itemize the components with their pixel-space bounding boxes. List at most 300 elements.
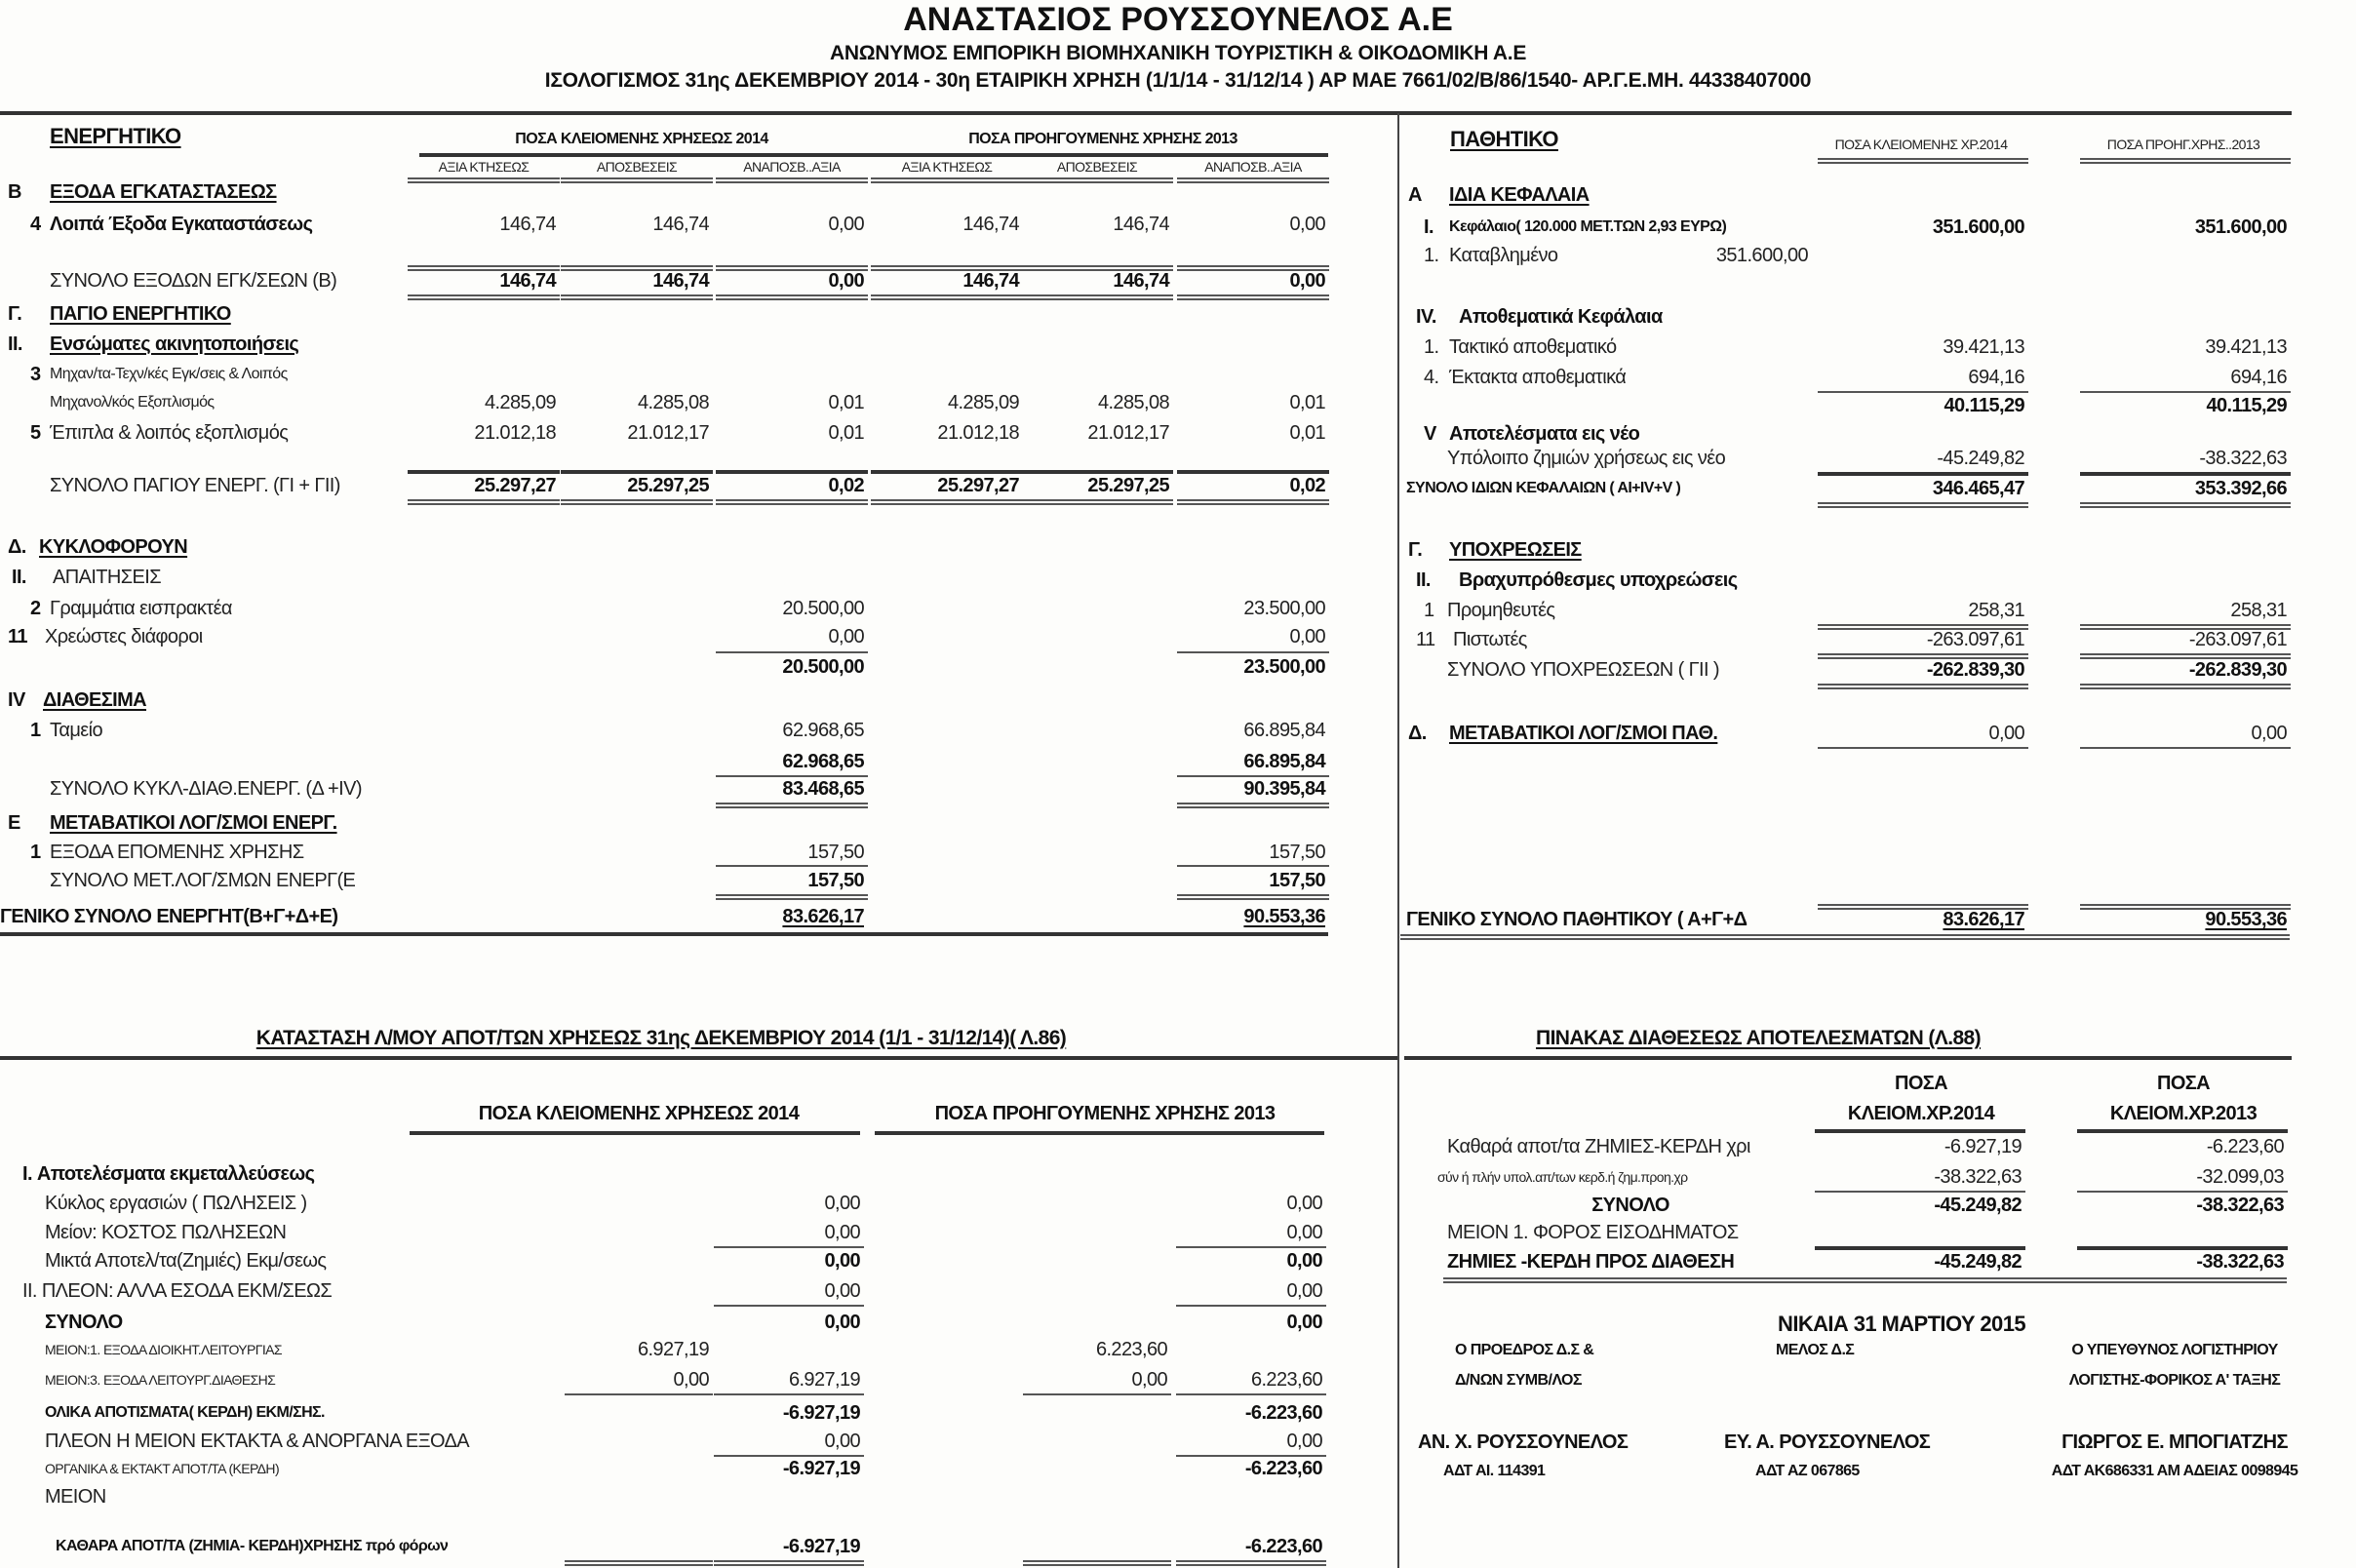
rule-line [714, 1455, 864, 1457]
rule-line [410, 1131, 860, 1135]
company-name: ΑΝΑΣΤΑΣΙΟΣ ΡΟΥΣΣΟΥΝΕΛΟΣ Α.Ε [903, 1, 1453, 38]
value-cell: -262.839,30 [1926, 659, 2024, 681]
value-cell: -6.927,19 [782, 1536, 860, 1557]
row-label: II. ΠΛΕΟΝ: ΑΛΛΑ ΕΣΟΔΑ ΕΚΜ/ΣΕΩΣ [22, 1280, 333, 1302]
double-rule [561, 499, 713, 505]
row-label: ΠΑΓΙΟ ΕΝΕΡΓΗΤΙΚΟ [50, 303, 231, 325]
value-cell: 146,74 [652, 214, 709, 235]
value-cell: -38.322,63 [2196, 1195, 2284, 1216]
signatory-id: ΑΔΤ ΑΚ686331 ΑΜ ΑΔΕΙΑΣ 0098945 [2051, 1463, 2298, 1479]
value-cell: 0,00 [1289, 270, 1325, 292]
value-cell: 20.500,00 [782, 598, 864, 619]
rule-line [1818, 472, 2028, 476]
value-cell: 694,16 [1968, 367, 2024, 388]
value-cell: 146,74 [499, 214, 556, 235]
value-cell: 0,00 [824, 1431, 860, 1452]
double-rule [871, 294, 1023, 300]
row-label: ΓΕΝΙΚΟ ΣΥΝΟΛΟ ΠΑΘΗΤΙΚΟΥ ( Α+Γ+Δ [1406, 909, 1747, 930]
double-rule [716, 499, 868, 505]
row-label: Χρεώστες διάφοροι [45, 626, 203, 647]
rule-line [565, 1393, 713, 1395]
row-label: Μικτά Αποτελ/τα(Ζημιές) Εκμ/σεως [45, 1250, 327, 1272]
double-rule [716, 294, 868, 300]
value-cell: 346.465,47 [1932, 478, 2024, 499]
column-divider [1397, 113, 1399, 1568]
assets-title: ΕΝΕΡΓΗΤΙΚΟ [50, 124, 181, 148]
disposition-column-line2: ΚΛΕΙΟΜ.ΧΡ.2014 [1847, 1103, 1995, 1124]
row-label: ΔΙΑΘΕΣΙΜΑ [43, 689, 146, 711]
row-label: Αποθεματικά Κεφάλαια [1459, 306, 1663, 328]
row-label: Ταμείο [50, 720, 102, 741]
rule-line [1177, 470, 1329, 474]
value-cell: -6.223,60 [2206, 1136, 2284, 1157]
value-cell: -38.322,63 [2196, 1251, 2284, 1273]
row-code: 11 [8, 626, 27, 647]
value-cell: 4.285,09 [947, 392, 1019, 413]
rule-line [0, 1056, 1397, 1060]
row-code: 4 [30, 214, 41, 235]
value-cell: 0,00 [1289, 214, 1325, 235]
value-cell: 157,50 [1269, 842, 1325, 863]
value-cell: 39.421,13 [1943, 336, 2024, 358]
row-label: Μηχανολ/κός Εξοπλισμός [50, 394, 215, 411]
double-rule [716, 894, 868, 900]
double-rule [1177, 294, 1329, 300]
value-cell: 90.553,36 [2205, 909, 2287, 930]
row-code: 1. [1424, 245, 1439, 266]
value-cell: -6.223,60 [1244, 1402, 1322, 1424]
rule-line [1021, 470, 1173, 474]
value-cell: 157,50 [1269, 870, 1325, 891]
value-cell: 39.421,13 [2205, 336, 2287, 358]
value-cell: 0,01 [828, 392, 864, 413]
value-cell: 146,74 [652, 270, 709, 292]
signatory-role: Ο ΠΡΟΕΔΡΟΣ Δ.Σ & [1455, 1342, 1594, 1358]
double-rule [716, 265, 868, 271]
value-cell: -6.927,19 [782, 1458, 860, 1479]
row-label: ΣΥΝΟΛΟ ΚΥΚΛ-ΔΙΑΘ.ΕΝΕΡΓ. (Δ +IV) [50, 778, 362, 800]
value-cell: 83.468,65 [782, 778, 864, 800]
rule-line [1176, 1246, 1326, 1248]
row-code: Α [1408, 184, 1422, 206]
row-label: ΜΕΙΟΝ [45, 1486, 106, 1508]
row-label: Μηχαν/τα-Τεχν/κές Εγκ/σεις & Λοιπός [50, 366, 288, 382]
value-cell: 0,00 [824, 1280, 860, 1302]
value-cell: 0,00 [2251, 723, 2287, 744]
double-rule [714, 1560, 864, 1566]
double-rule [2080, 158, 2291, 164]
disposition-column-line1: ΠΟΣΑ [2156, 1073, 2211, 1094]
value-cell: 0,00 [824, 1250, 860, 1272]
value-cell: 0,02 [1289, 475, 1325, 496]
row-code: I. [1424, 216, 1433, 238]
row-code: Β [8, 181, 21, 203]
rule-line [714, 1305, 864, 1307]
rule-line [2077, 1129, 2288, 1133]
value-cell: 0,00 [1286, 1280, 1322, 1302]
row-label: Προμηθευτές [1447, 600, 1555, 621]
value-cell: 0,00 [824, 1193, 860, 1214]
double-rule [2080, 624, 2291, 630]
row-label: ΙΔΙΑ ΚΕΦΑΛΑΙΑ [1449, 184, 1590, 206]
value-cell: 0,00 [1286, 1250, 1322, 1272]
row-label: ΓΕΝΙΚΟ ΣΥΝΟΛΟ ΕΝΕΡΓΗΤ(Β+Γ+Δ+Ε) [0, 906, 338, 927]
value-cell: 351.600,00 [2194, 216, 2287, 238]
rule-line [1176, 1393, 1326, 1395]
row-label: ΣΥΝΟΛΟ [45, 1312, 123, 1333]
rule-line [1177, 865, 1329, 867]
row-label: ΜΕΤΑΒΑΤΙΚΟΙ ΛΟΓ/ΣΜΟΙ ΠΑΘ. [1449, 723, 1718, 744]
value-cell: -38.322,63 [1934, 1166, 2022, 1188]
double-rule [1400, 934, 2290, 940]
double-rule [2080, 684, 2291, 689]
rule-line [419, 153, 1328, 157]
row-code: Δ. [1408, 723, 1427, 744]
row-code: 5 [30, 422, 41, 444]
row-label: Αποτελέσματα εις νέο [1449, 423, 1640, 445]
row-label: ΕΞΟΔΑ ΕΠΟΜΕΝΗΣ ΧΡΗΣΗΣ [50, 842, 304, 863]
row-code: Ε [8, 812, 20, 834]
value-cell: 66.895,84 [1243, 720, 1325, 741]
double-rule [871, 265, 1023, 271]
value-cell: 0,01 [828, 422, 864, 444]
value-cell: -6.223,60 [1244, 1536, 1322, 1557]
double-rule [1177, 803, 1329, 808]
rule-line [0, 932, 1328, 936]
income-column-2014: ΠΟΣΑ ΚΛΕΙΟΜΕΝΗΣ ΧΡΗΣΕΩΣ 2014 [478, 1103, 800, 1124]
row-label: ΚΥΚΛΟΦΟΡΟΥΝ [39, 536, 188, 558]
value-cell: 6.927,19 [788, 1369, 860, 1391]
value-cell: 21.012,17 [627, 422, 709, 444]
double-rule [1818, 684, 2028, 689]
balance-sheet-period: ΙΣΟΛΟΓΙΣΜΟΣ 31ης ΔΕΚΕΜΒΡΙΟΥ 2014 - 30η ΕΤΑΙΡΙΚΗ ΧΡΗΣΗ (1/1/14 - 31/12/14 ) ΑΡ ΜΑΕ 7661/02/Β/86/1540- ΑΡ.Γ.Ε.ΜΗ. 44338407000 [544, 69, 1812, 92]
value-cell: -262.839,30 [2188, 659, 2287, 681]
value-cell: 0,00 [824, 1312, 860, 1333]
row-label: ΟΡΓΑΝΙΚΑ & ΕΚΤΑΚΤ ΑΠΟΤ/ΤΑ (ΚΕΡΔΗ) [45, 1461, 280, 1476]
rule-line [714, 1246, 864, 1248]
value-cell: 258,31 [2230, 600, 2287, 621]
row-label: I. Αποτελέσματα εκμεταλλεύσεως [22, 1163, 315, 1185]
row-code: II. [12, 567, 26, 588]
assets-column-header: ΑΠΟΣΒΕΣΕΙΣ [1056, 159, 1138, 175]
double-rule [1177, 894, 1329, 900]
rule-line [875, 1131, 1324, 1135]
income-statement-title: ΚΑΤΑΣΤΑΣΗ Λ/ΜΟΥ ΑΠΟΤ/ΤΩΝ ΧΡΗΣΕΩΣ 31ης ΔΕΚΕΜΒΡΙΟΥ 2014 (1/1 - 31/12/14)( Λ.86) [255, 1027, 1067, 1049]
value-cell: 4.285,08 [637, 392, 709, 413]
value-cell: 0,00 [828, 626, 864, 647]
row-label: Μείον: ΚΟΣΤΟΣ ΠΩΛΗΣΕΩΝ [45, 1222, 287, 1243]
value-cell: 25.297,27 [474, 475, 556, 496]
double-rule [716, 803, 868, 808]
value-cell: 146,74 [1113, 214, 1169, 235]
row-label: ΣΥΝΟΛΟ ΕΞΟΔΩΝ ΕΓΚ/ΣΕΩΝ (Β) [50, 270, 337, 292]
row-code: 1. [1424, 336, 1439, 358]
signatory-role: ΛΟΓΙΣΤΗΣ-ΦΟΡΙΚΟΣ Α' ΤΑΞΗΣ [2068, 1372, 2281, 1389]
assets-column-header: ΑΞΙΑ ΚΤΗΣΕΩΣ [438, 159, 530, 175]
value-cell: 157,50 [807, 870, 864, 891]
rule-line [561, 470, 713, 474]
value-cell: -38.322,63 [2199, 448, 2287, 469]
signatory-name: ΕΥ. Α. ΡΟΥΣΣΟΥΝΕΛΟΣ [1724, 1431, 1931, 1453]
row-label: ΕΞΟΔΑ ΕΓΚΑΤΑΣΤΑΣΕΩΣ [50, 181, 277, 203]
signatory-role: ΜΕΛΟΣ Δ.Σ [1776, 1342, 1855, 1358]
row-label: Ενσώματες ακινητοποιήσεις [50, 333, 299, 355]
liabilities-column-header: ΠΟΣΑ ΠΡΟΗΓ.ΧΡΗΣ..2013 [2106, 137, 2260, 152]
signatory-role: Ο ΥΠΕΥΘΥΝΟΣ ΛΟΓΙΣΤΗΡΙΟΥ [2071, 1342, 2278, 1358]
value-cell: 0,00 [1988, 723, 2024, 744]
value-cell: 0,02 [828, 475, 864, 496]
assets-column-header: ΑΝΑΠΟΣΒ..ΑΞΙΑ [743, 159, 841, 175]
value-cell: 0,00 [1289, 626, 1325, 647]
value-cell: 6.223,60 [1250, 1369, 1322, 1391]
liabilities-column-header: ΠΟΣΑ ΚΛΕΙΟΜΕΝΗΣ ΧΡ.2014 [1834, 137, 2008, 152]
row-code: Γ. [8, 303, 22, 325]
row-code: IV. [1416, 306, 1436, 328]
row-label: Έπιπλα & λοιπός εξοπλισμός [50, 422, 289, 444]
value-cell: 21.012,18 [474, 422, 556, 444]
row-label: σύν ή πλήν υπολ.απ/των κερδ.ή ζημ.προη.χρ [1437, 1169, 1688, 1185]
row-label: Καθαρά αποτ/τα ΖΗΜΙΕΣ-ΚΕΡΔΗ χρι [1447, 1136, 1750, 1157]
row-label: ΥΠΟΧΡΕΩΣΕΙΣ [1449, 539, 1582, 561]
rule-line [2077, 1246, 2288, 1250]
double-rule [408, 294, 560, 300]
row-label: ΜΕΙΟΝ 1. ΦΟΡΟΣ ΕΙΣΟΔΗΜΑΤΟΣ [1447, 1222, 1739, 1243]
double-rule [561, 177, 713, 183]
disposition-title: ΠΙΝΑΚΑΣ ΔΙΑΘΕΣΕΩΣ ΑΠΟΤΕΛΕΣΜΑΤΩΝ (Λ.88) [1536, 1027, 1981, 1049]
double-rule [1177, 265, 1329, 271]
row-code: Γ. [1408, 539, 1423, 561]
value-cell: 146,74 [1113, 270, 1169, 292]
row-label: ΑΠΑΙΤΗΣΕΙΣ [53, 567, 161, 588]
row-label: ΣΥΝΟΛΟ ΠΑΓΙΟΥ ΕΝΕΡΓ. (ΓΙ + ΓΙΙ) [50, 475, 340, 496]
double-rule [1177, 177, 1329, 183]
value-cell: 6.927,19 [637, 1339, 709, 1360]
value-cell: -45.249,82 [1934, 1195, 2022, 1216]
row-label: Τακτικό αποθεματικό [1449, 336, 1617, 358]
rule-line [1818, 747, 2028, 749]
row-code: IV [8, 689, 25, 711]
value-cell: 66.895,84 [1243, 751, 1325, 772]
row-label: ΟΛΙΚΑ ΑΠΟΤΙΣΜΑΤΑ( ΚΕΡΔΗ) ΕΚΜ/ΣΗΣ. [45, 1404, 325, 1421]
rule-line [1815, 1246, 2025, 1250]
double-rule [2080, 653, 2291, 659]
double-rule [565, 1560, 713, 1566]
row-code: 3 [30, 364, 41, 385]
value-cell: 25.297,27 [937, 475, 1019, 496]
double-rule [1818, 158, 2028, 164]
row-label: ΚΑΘΑΡΑ ΑΠΟΤ/ΤΑ (ΖΗΜΙΑ- ΚΕΡΔΗ)ΧΡΗΣΗΣ πρό φόρων [56, 1538, 449, 1554]
rule-line [1818, 391, 2028, 393]
row-label: Βραχυπρόθεσμες υποχρεώσεις [1459, 569, 1738, 591]
rule-line [716, 651, 868, 653]
row-code: 1 [1424, 600, 1434, 621]
value-cell: 0,00 [1286, 1222, 1322, 1243]
value-cell: 0,00 [828, 214, 864, 235]
row-label: Λοιπά Έξοδα Εγκαταστάσεως [50, 214, 313, 235]
value-cell: 146,74 [962, 214, 1019, 235]
value-cell: 23.500,00 [1243, 656, 1325, 678]
value-cell: 83.626,17 [1943, 909, 2024, 930]
row-label: ΜΕΙΟΝ:3. ΕΞΟΔΑ ΛΕΙΤΟΥΡΓ.ΔΙΑΘΕΣΗΣ [45, 1372, 276, 1388]
row-code: V [1424, 423, 1436, 445]
row-label: ΣΥΝΟΛΟ ΜΕΤ.ΛΟΓ/ΣΜΩΝ ΕΝΕΡΓ(Ε [50, 870, 356, 891]
value-cell: 62.968,65 [782, 720, 864, 741]
double-rule [1818, 502, 2028, 508]
value-cell: 0,01 [1289, 392, 1325, 413]
value-cell: 0,00 [1131, 1369, 1167, 1391]
double-rule [1818, 904, 2028, 910]
row-code: 4. [1424, 367, 1439, 388]
row-code: Δ. [8, 536, 26, 558]
rule-line [1177, 651, 1329, 653]
value-cell: 62.968,65 [782, 751, 864, 772]
double-rule [716, 177, 868, 183]
signatory-id: ΑΔΤ ΑΙ. 114391 [1443, 1463, 1546, 1479]
row-label: ΣΥΝΟΛΟ ΙΔΙΩΝ ΚΕΦΑΛΑΙΩΝ ( ΑΙ+IV+V ) [1406, 480, 1681, 496]
signatory-role: Δ/ΝΩΝ ΣΥΜΒ/ΛΟΣ [1455, 1372, 1582, 1389]
rule-line [1177, 775, 1329, 777]
value-cell: 0,00 [673, 1369, 709, 1391]
income-column-2013: ΠΟΣΑ ΠΡΟΗΓΟΥΜΕΝΗΣ ΧΡΗΣΗΣ 2013 [934, 1103, 1276, 1124]
value-cell: 83.626,17 [782, 906, 864, 927]
row-label: Καταβλημένο [1449, 245, 1558, 266]
value-cell: -263.097,61 [2188, 629, 2287, 650]
rule-line [1815, 1129, 2025, 1133]
row-label: ΣΥΝΟΛΟ ΥΠΟΧΡΕΩΣΕΩΝ ( ΓΙΙ ) [1447, 659, 1719, 681]
rule-line [1023, 1393, 1171, 1395]
value-cell: -32.099,03 [2196, 1166, 2284, 1188]
rule-line [2080, 472, 2291, 476]
value-cell: -6.927,19 [782, 1402, 860, 1424]
row-label: Έκτακτα αποθεματικά [1449, 367, 1627, 388]
signatory-name: ΑΝ. Χ. ΡΟΥΣΣΟΥΝΕΛΟΣ [1418, 1431, 1629, 1453]
value-cell: 40.115,29 [1944, 395, 2024, 416]
rule-line [2080, 747, 2291, 749]
value-cell: -6.927,19 [1944, 1136, 2022, 1157]
row-label: ΜΕΤΑΒΑΤΙΚΟΙ ΛΟΓ/ΣΜΟΙ ΕΝΕΡΓ. [50, 812, 337, 834]
rule-line [716, 865, 868, 867]
value-cell: 0,00 [1286, 1431, 1322, 1452]
row-code: 11 [1416, 629, 1435, 650]
value-cell: 90.553,36 [1243, 906, 1325, 927]
row-label: Πιστωτές [1453, 629, 1527, 650]
value-cell: 353.392,66 [2194, 478, 2287, 499]
value-cell: 0,00 [824, 1222, 860, 1243]
signatory-name: ΓΙΩΡΓΟΣ Ε. ΜΠΟΓΙΑΤΖΗΣ [2062, 1431, 2288, 1453]
rule-line [716, 775, 868, 777]
rule-line [871, 470, 1023, 474]
double-rule [408, 499, 560, 505]
double-rule [561, 294, 713, 300]
value-cell: 694,16 [2230, 367, 2287, 388]
row-label: Κύκλος εργασιών ( ΠΩΛΗΣΕΙΣ ) [45, 1193, 307, 1214]
double-rule [1021, 265, 1173, 271]
double-rule [1176, 1560, 1326, 1566]
double-rule [1023, 1560, 1171, 1566]
row-code: II. [1416, 569, 1431, 591]
value-cell: 0,00 [828, 270, 864, 292]
row-label: ΜΕΙΟΝ:1. ΕΞΟΔΑ ΔΙΟΙΚΗΤ.ΛΕΙΤΟΥΡΓΙΑΣ [45, 1342, 282, 1357]
value-cell: -45.249,82 [1937, 448, 2024, 469]
assets-column-header: ΑΠΟΣΒΕΣΕΙΣ [596, 159, 678, 175]
value-cell: 0,01 [1289, 422, 1325, 444]
double-rule [408, 265, 560, 271]
double-rule [1818, 624, 2028, 630]
company-subtitle: ΑΝΩΝΥΜΟΣ ΕΜΠΟΡΙΚΗ ΒΙΟΜΗΧΑΝΙΚΗ ΤΟΥΡΙΣΤΙΚΗ & ΟΙΚΟΔΟΜΙΚΗ Α.Ε [829, 42, 1527, 64]
row-label: Κεφάλαιο( 120.000 ΜΕΤ.ΤΩΝ 2,93 ΕΥΡΩ) [1449, 218, 1727, 235]
assets-column-header: ΑΞΙΑ ΚΤΗΣΕΩΣ [901, 159, 993, 175]
signatory-id: ΑΔΤ ΑΖ 067865 [1755, 1463, 1860, 1479]
value-cell: 20.500,00 [782, 656, 864, 678]
rule-line [1176, 1305, 1326, 1307]
row-label: Υπόλοιπο ζημιών χρήσεως εις νέο [1447, 448, 1726, 469]
value-cell: 146,74 [962, 270, 1019, 292]
double-rule [1021, 499, 1173, 505]
value-cell: 258,31 [1968, 600, 2024, 621]
double-rule [1177, 499, 1329, 505]
value-cell: 157,50 [807, 842, 864, 863]
liabilities-title: ΠΑΘΗΤΙΚΟ [1450, 127, 1558, 151]
row-label: ΣΥΝΟΛΟ [1591, 1195, 1669, 1216]
value-cell: 4.285,09 [484, 392, 556, 413]
value-cell: 4.285,08 [1097, 392, 1169, 413]
value-cell: -45.249,82 [1934, 1251, 2022, 1273]
value-cell: 23.500,00 [1243, 598, 1325, 619]
row-label: Γραμμάτια εισπρακτέα [50, 598, 232, 619]
value-cell: 6.223,60 [1095, 1339, 1167, 1360]
double-rule [1021, 177, 1173, 183]
value-cell: 25.297,25 [1087, 475, 1169, 496]
value-cell: 21.012,18 [937, 422, 1019, 444]
rule-line [2077, 1191, 2288, 1193]
double-rule [561, 265, 713, 271]
assets-group-2014: ΠΟΣΑ ΚΛΕΙΟΜΕΝΗΣ ΧΡΗΣΕΩΣ 2014 [515, 131, 768, 147]
row-label: ΖΗΜΙΕΣ -ΚΕΡΔΗ ΠΡΟΣ ΔΙΑΘΕΣΗ [1447, 1251, 1735, 1273]
row-label: ΠΛΕΟΝ Η ΜΕΙΟΝ ΕΚΤΑΚΤΑ & ΑΝΟΡΓΑΝΑ ΕΞΟΔΑ [45, 1431, 470, 1452]
rule-line [0, 111, 2292, 115]
rule-line [1176, 1455, 1326, 1457]
rule-line [1815, 1191, 2025, 1193]
double-rule [2080, 502, 2291, 508]
double-rule [1443, 1277, 2287, 1283]
rule-line [1404, 1056, 2292, 1060]
row-code: 1 [30, 842, 41, 863]
double-rule [1021, 294, 1173, 300]
double-rule [2080, 904, 2291, 910]
double-rule [408, 177, 560, 183]
rule-line [2080, 391, 2291, 393]
value-cell: 25.297,25 [627, 475, 709, 496]
value-cell: 40.115,29 [2206, 395, 2287, 416]
rule-line [714, 1393, 864, 1395]
value-cell: 0,00 [1286, 1193, 1322, 1214]
double-rule [871, 177, 1023, 183]
value-cell: 90.395,84 [1243, 778, 1325, 800]
disposition-column-line2: ΚΛΕΙΟΜ.ΧΡ.2013 [2109, 1103, 2258, 1124]
row-inline-value: 351.600,00 [1715, 245, 1808, 266]
row-code: 2 [30, 598, 41, 619]
value-cell: 146,74 [499, 270, 556, 292]
rule-line [716, 470, 868, 474]
value-cell: 0,00 [1286, 1312, 1322, 1333]
row-code: II. [8, 333, 22, 355]
value-cell: 351.600,00 [1932, 216, 2024, 238]
double-rule [871, 499, 1023, 505]
place-date: ΝΙΚΑΙΑ 31 ΜΑΡΤΙΟΥ 2015 [1778, 1312, 2025, 1336]
assets-column-header: ΑΝΑΠΟΣΒ..ΑΞΙΑ [1204, 159, 1302, 175]
assets-group-2013: ΠΟΣΑ ΠΡΟΗΓΟΥΜΕΝΗΣ ΧΡΗΣΗΣ 2013 [968, 131, 1237, 147]
rule-line [408, 470, 560, 474]
